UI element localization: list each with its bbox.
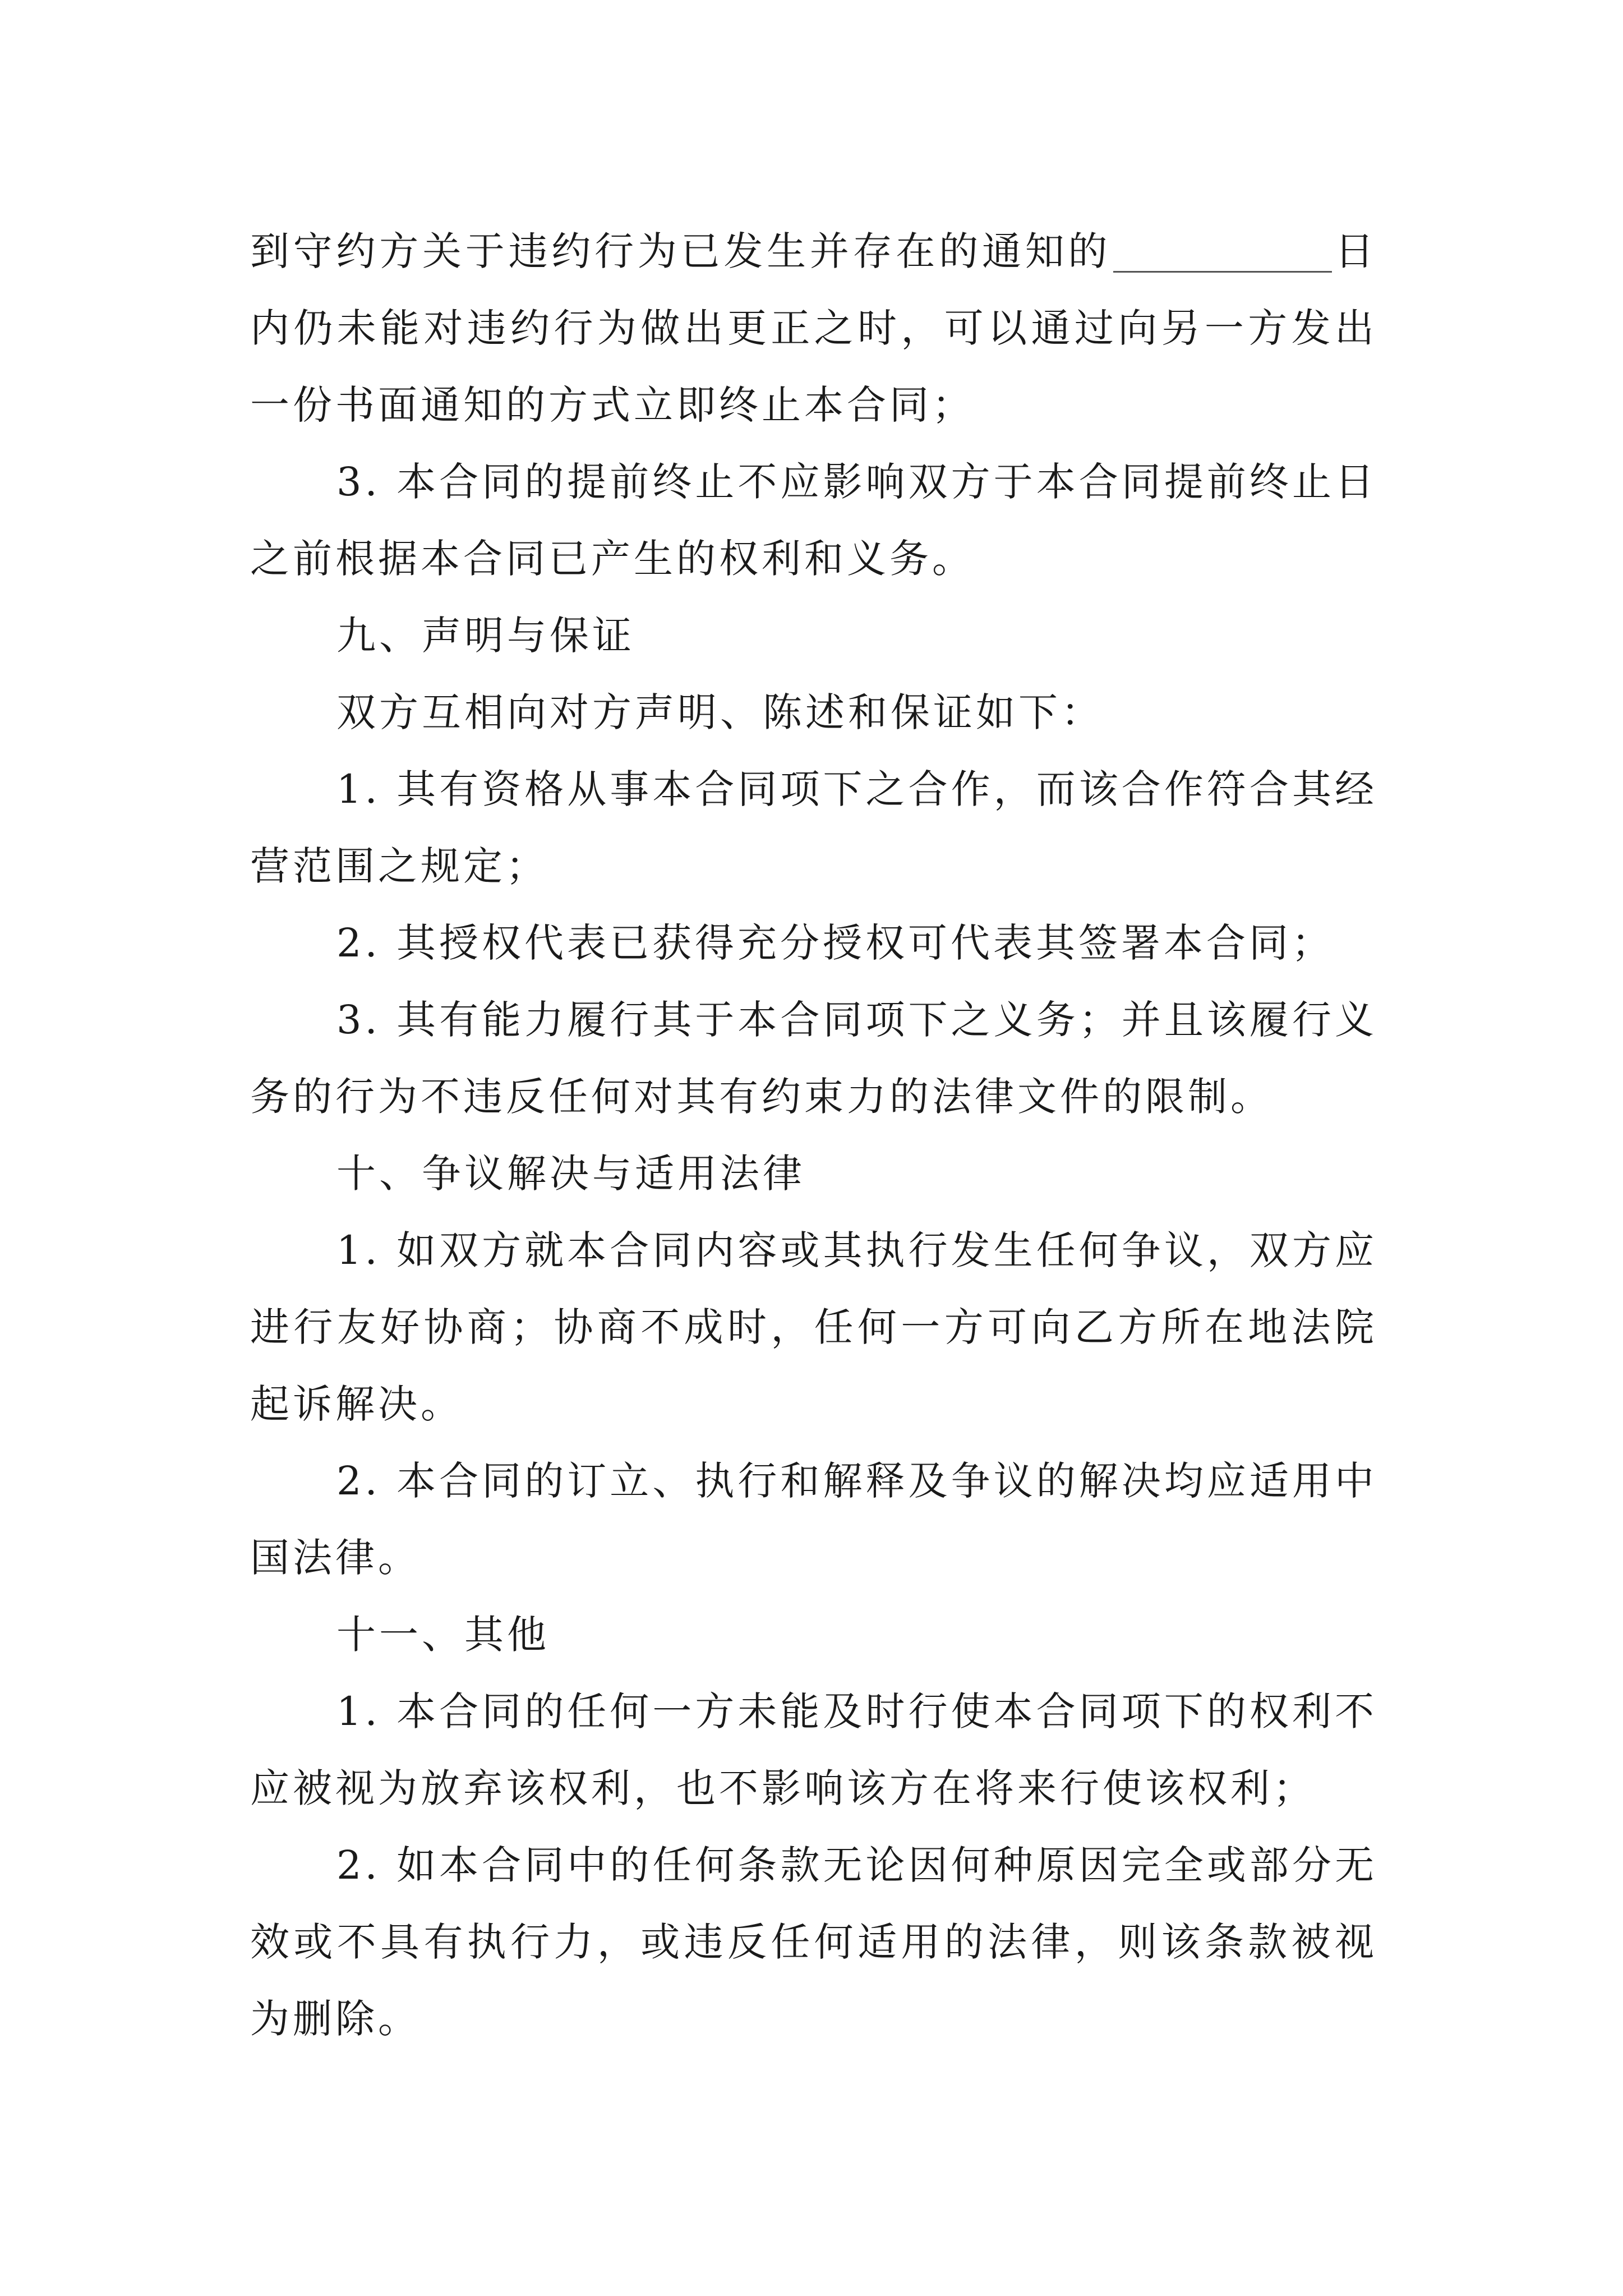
paragraph-early-termination: 3. 本合同的提前终止不应影响双方于本合同提前终止日之前根据本合同已产生的权利和义务。 [250, 459, 1377, 582]
paragraph-governing-law: 2. 本合同的订立、执行和解释及争议的解决均应适用中国法律。 [250, 1458, 1377, 1581]
paragraph-termination-notice [250, 213, 1377, 444]
paragraph-authorization: 2. 其授权代表已获得充分授权可代表其签署本合同； [336, 920, 1335, 966]
section-heading-disputes: 十、争议解决与适用法律 [336, 1151, 805, 1197]
paragraph-text: 到守约方关于违约行为已发生并存在的通知的 [250, 228, 1112, 274]
fill-in-blank [1113, 226, 1332, 273]
paragraph-dispute-negotiation: 1. 如双方就本合同内容或其执行发生任何争议，双方应进行友好协商；协商不成时，任何一方可向乙方所在地法院起诉解决。 [250, 1227, 1377, 1427]
section-heading-miscellaneous: 十一、其他 [336, 1612, 550, 1658]
paragraph-qualification: 1. 其有资格从事本合同项下之合作，而该合作符合其经营范围之规定； [250, 766, 1377, 889]
document-body [250, 213, 1377, 2058]
paragraph-no-waiver: 1. 本合同的任何一方未能及时行使本合同项下的权利不应被视为放弃该权利，也不影响该方在将来行使该权利； [250, 1688, 1377, 1811]
paragraph-text: 日内仍未能对违约行为做出更正之时，可以通过向另一方发出一份书面通知的方式立即终止本合同； [250, 228, 1378, 428]
section-heading-representations: 九、声明与保证 [336, 613, 635, 659]
paragraph-representations-intro: 双方互相向对方声明、陈述和保证如下： [336, 689, 1104, 735]
paragraph-severability: 2. 如本合同中的任何条款无论因何种原因完全或部分无效或不具有执行力，或违反任何适用的法律，则该条款被视为删除。 [250, 1842, 1377, 2042]
paragraph-capacity: 3. 其有能力履行其于本合同项下之义务；并且该履行义务的行为不违反任何对其有约束力的法律文件的限制。 [250, 997, 1377, 1120]
